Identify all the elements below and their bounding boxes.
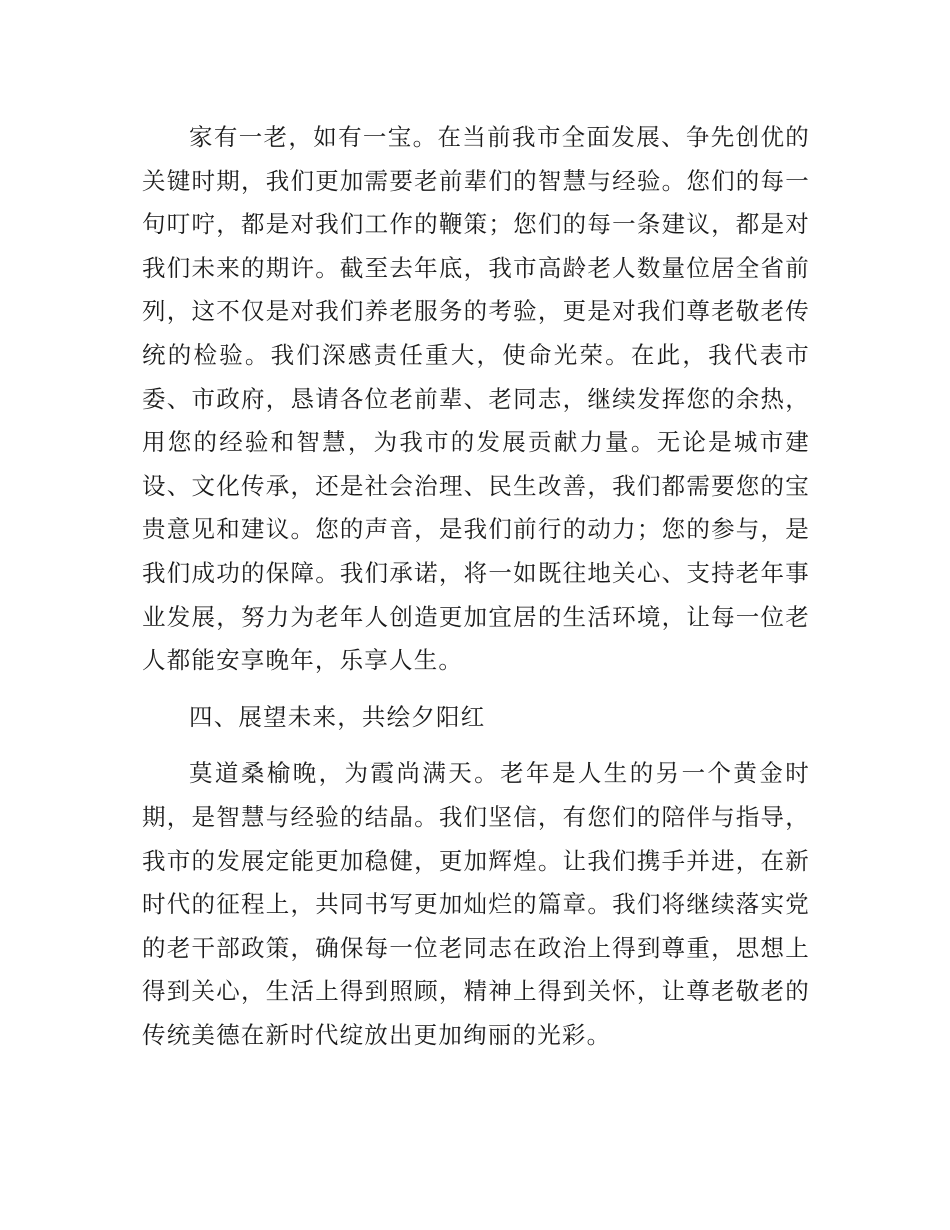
body-paragraph: 莫道桑榆晚，为霞尚满天。老年是人生的另一个黄金时期，是智慧与经验的结晶。我们坚信，有您们的陪伴与指导，我市的发展定能更加稳健，更加辉煌。让我们携手并进，在新时代的征程上，共同书写更加灿烂的篇章。我们将继续落实党的老干部政策，确保每一位老同志在政治上得到尊重，思想上得到关心，生活上得到照顾，精神上得到关怀，让尊老敬老的传统美德在新时代绽放出更加绚丽的光彩。 bbox=[142, 759, 810, 1049]
document-body bbox=[142, 116, 810, 1070]
section-heading: 四、展望未来，共绘夕阳红 bbox=[189, 702, 486, 731]
body-paragraph: 家有一老，如有一宝。在当前我市全面发展、争先创优的关键时期，我们更加需要老前辈们的智慧与经验。您们的每一句叮咛，都是对我们工作的鞭策；您们的每一条建议，都是对我们未来的期许。截至去年底，我市高龄老人数量位居全省前列，这不仅是对我们养老服务的考验，更是对我们尊老敬老传统的检验。我们深感责任重大，使命光荣。在此，我代表市委、市政府，恳请各位老前辈、老同志，继续发挥您的余热，用您的经验和智慧，为我市的发展贡献力量。无论是城市建设、文化传承，还是社会治理、民生改善，我们都需要您的宝贵意见和建议。您的声音，是我们前行的动力；您的参与，是我们成功的保障。我们承诺，将一如既往地关心、支持老年事业发展，努力为老年人创造更加宜居的生活环境，让每一位老人都能安享晚年，乐享人生。 bbox=[142, 123, 810, 675]
